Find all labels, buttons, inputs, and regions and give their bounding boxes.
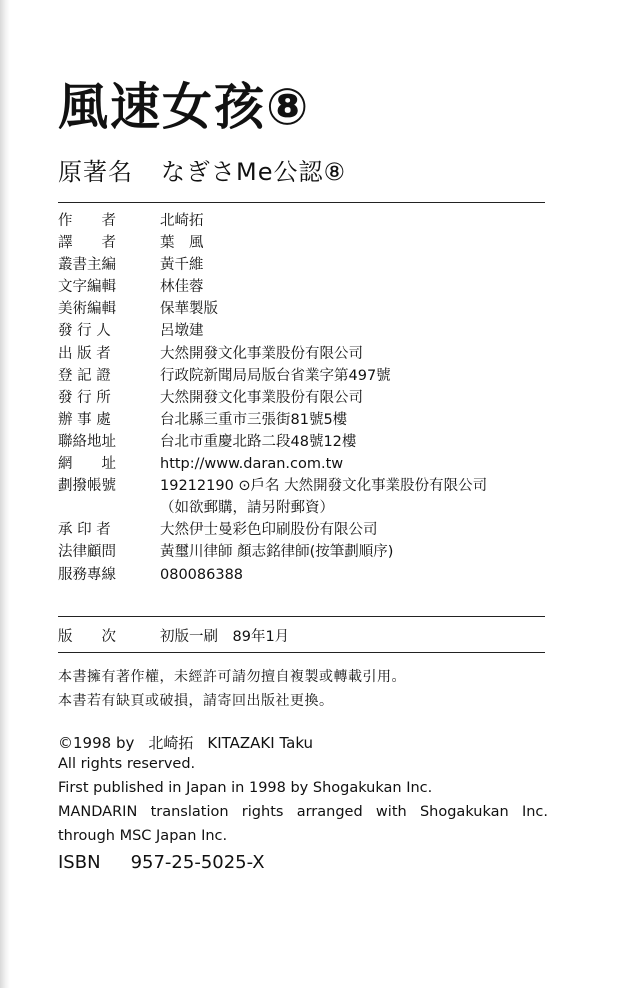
credit-value: 林佳蓉 (160, 279, 204, 296)
credit-value: 北崎拓 (160, 213, 204, 229)
credit-row-continuation (58, 501, 558, 523)
divider-top (58, 202, 545, 203)
credit-label: 發 行 人 (58, 323, 111, 340)
rights-line: through MSC Japan Inc. (58, 828, 228, 844)
credit-value: 大然開發文化事業股份有限公司 (160, 345, 363, 362)
credit-label: 法律顧問 (58, 544, 116, 561)
edition-row (58, 625, 289, 646)
credit-label: 服務專線 (58, 566, 116, 583)
rights-line: MANDARIN translation rights arranged with Shogakukan Inc. (58, 804, 548, 820)
original-title-label: 原著名 (58, 158, 133, 186)
credit-label: 登 記 證 (58, 367, 111, 384)
credit-label: 出 版 者 (58, 345, 111, 362)
credit-label: 劃撥帳號 (58, 478, 116, 495)
author-en: KITAZAKI Taku (207, 734, 314, 752)
credit-value: 葉 風 (160, 235, 204, 252)
credit-row (58, 457, 558, 479)
credit-row (58, 435, 558, 457)
credit-label: 辦 事 處 (58, 411, 111, 428)
credit-row (58, 479, 558, 501)
credit-row (58, 523, 558, 545)
edition-label: 版 次 (58, 629, 116, 645)
rights-line: All rights reserved. (58, 756, 196, 772)
credit-label: 文字編輯 (58, 279, 116, 296)
credit-value: 呂墩建 (160, 323, 204, 340)
divider-middle (58, 616, 545, 617)
credit-value: 大然開發文化事業股份有限公司 (160, 389, 363, 406)
copyright-symbol: ©1998 by (58, 734, 135, 752)
credit-row (58, 214, 558, 236)
isbn-value: 957-25-5025-X (130, 852, 265, 873)
original-title (58, 160, 346, 184)
credit-label: 叢書主編 (58, 257, 116, 274)
credit-value: 080086388 (160, 566, 244, 583)
credit-value: 大然伊士曼彩色印刷股份有限公司 (160, 522, 378, 539)
credit-row (58, 324, 558, 346)
credit-row (58, 280, 558, 302)
credit-value: 台北市重慶北路二段48號12樓 (160, 433, 357, 450)
credit-value: （如欲郵購，請另附郵資） (160, 500, 334, 517)
edition-value: 初版一刷 89年1月 (160, 629, 290, 645)
credit-row (58, 568, 558, 590)
credit-value: 台北縣三重市三張街81號5樓 (160, 411, 348, 428)
credit-label: 譯 者 (58, 235, 116, 252)
credit-label: 美術編輯 (58, 301, 116, 318)
credit-label: 作 者 (58, 213, 116, 229)
original-title-value: なぎさMe公認⑧ (161, 158, 346, 186)
website-url: http://www.daran.com.tw (160, 456, 344, 473)
credit-value: 行政院新聞局局版台省業字第497號 (160, 367, 391, 384)
credit-label: 網 址 (58, 456, 116, 473)
divider-lower (58, 652, 545, 653)
defect-notice: 本書若有缺頁或破損，請寄回出版社更換。 (58, 693, 334, 709)
credit-label: 承 印 者 (58, 522, 111, 539)
isbn-line (58, 852, 265, 873)
page-edge-shadow (0, 0, 10, 988)
copyright-line (58, 732, 313, 753)
credit-row (58, 302, 558, 324)
author-cn: 北崎拓 (148, 734, 194, 752)
credit-value: 19212190 ⊙戶名 大然開發文化事業股份有限公司 (160, 478, 488, 495)
credit-value: 保華製版 (160, 301, 218, 318)
copyright-notice: 本書擁有著作權，未經許可請勿擅自複製或轉載引用。 (58, 669, 406, 685)
credit-value: 黃璽川律師 顏志銘律師(按筆劃順序) (160, 544, 394, 561)
credit-row (58, 545, 558, 567)
isbn-label: ISBN (58, 852, 101, 873)
book-title: 風速女孩⑧ (58, 78, 311, 136)
credit-value: 黃千維 (160, 257, 204, 274)
credit-row (58, 413, 558, 435)
rights-line: First published in Japan in 1998 by Shogakukan Inc. (58, 780, 433, 796)
credits-list (58, 214, 558, 590)
credit-label: 發 行 所 (58, 389, 111, 406)
credit-label: 聯絡地址 (58, 433, 116, 450)
credit-row (58, 236, 558, 258)
credit-row (58, 391, 558, 413)
credit-row (58, 369, 558, 391)
credit-row (58, 347, 558, 369)
credit-row (58, 258, 558, 280)
